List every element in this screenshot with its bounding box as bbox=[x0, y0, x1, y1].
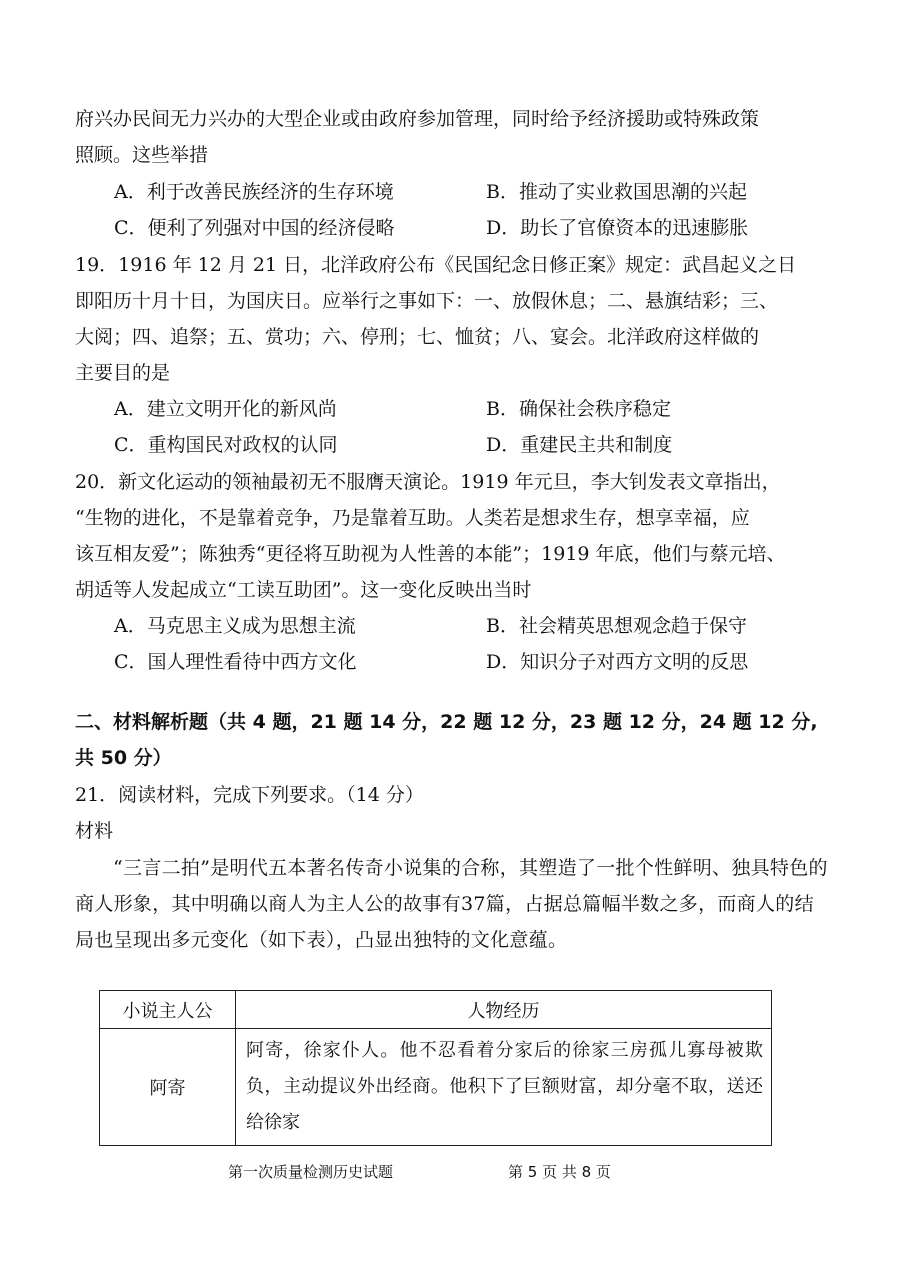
q20-option-c: C．国人理性看待中西方文化 bbox=[114, 651, 357, 673]
q20-option-b: B．社会精英思想观念趋于保守 bbox=[486, 615, 747, 637]
section-heading-line-2: 共 50 分） bbox=[75, 747, 172, 769]
table-header-experience: 人物经历 bbox=[236, 991, 772, 1029]
q18-option-d: D．助长了官僚资本的迅速膨胀 bbox=[486, 217, 749, 239]
table-row bbox=[100, 1029, 772, 1146]
q20-option-a: A．马克思主义成为思想主流 bbox=[114, 615, 356, 637]
q19-stem-line-1: 19．1916 年 12 月 21 日，北洋政府公布《民国纪念日修正案》规定：武昌起义之日 bbox=[75, 254, 797, 276]
q19-option-c: C．重构国民对政权的认同 bbox=[114, 434, 338, 456]
footer-exam-name: 第一次质量检测历史试题 bbox=[228, 1163, 394, 1181]
q21-prompt: 21．阅读材料，完成下列要求。（14 分） bbox=[75, 784, 424, 806]
q19-stem-line-2: 即阳历十月十日，为国庆日。应举行之事如下：一、放假休息；二、悬旗结彩；三、 bbox=[75, 290, 779, 312]
q20-option-d: D．知识分子对西方文明的反思 bbox=[486, 651, 749, 673]
q19-stem-line-3: 大阅；四、追祭；五、赏功；六、停刑；七、恤贫；八、宴会。北洋政府这样做的 bbox=[75, 326, 760, 348]
q20-stem-line-3: 该互相友爱”；陈独秀“更径将互助视为人性善的本能”；1919 年底，他们与蔡元培、 bbox=[75, 543, 786, 565]
material-title: 材料 bbox=[75, 820, 114, 842]
footer-page-info: 第 5 页 共 8 页 bbox=[508, 1163, 611, 1181]
merchant-story-table bbox=[99, 990, 772, 1146]
q18-option-a: A．利于改善民族经济的生存环境 bbox=[114, 181, 394, 203]
q19-option-b: B．确保社会秩序稳定 bbox=[486, 398, 671, 420]
q18-option-b: B．推动了实业救国思潮的兴起 bbox=[486, 181, 747, 203]
q19-stem-line-4: 主要目的是 bbox=[75, 362, 171, 384]
table-cell-protagonist: 阿寄 bbox=[100, 1029, 236, 1146]
table-cell-experience: 阿寄，徐家仆人。他不忍看着分家后的徐家三房孤儿寡母被欺负，主动提议外出经商。他积下了巨额财富，却分毫不取，送还给徐家 bbox=[236, 1029, 772, 1146]
q20-stem-line-1: 20．新文化运动的领袖最初无不服膺天演论。1919 年元旦，李大钊发表文章指出， bbox=[75, 471, 781, 493]
q18-stem-line-2: 照顾。这些举措 bbox=[75, 144, 209, 166]
q19-option-a: A．建立文明开化的新风尚 bbox=[114, 398, 337, 420]
table-header-protagonist: 小说主人公 bbox=[100, 991, 236, 1029]
q20-stem-line-4: 胡适等人发起成立“工读互助团”。这一变化反映出当时 bbox=[75, 579, 532, 601]
q20-stem-line-2: “生物的进化，不是靠着竞争，乃是靠着互助。人类若是想求生存，想享幸福，应 bbox=[75, 507, 750, 529]
table-header-row bbox=[100, 991, 772, 1029]
material-paragraph: “三言二拍”是明代五本著名传奇小说集的合称，其塑造了一批个性鲜明、独具特色的商人形象，其中明确以商人为主人公的故事有37篇，占据总篇幅半数之多，而商人的结局也呈现出多元变化（如下表），凸显出独特的文化意蕴。 bbox=[75, 857, 828, 951]
section-heading-line-1: 二、材料解析题（共 4 题，21 题 14 分，22 题 12 分，23 题 12 分，24 题 12 分, bbox=[75, 711, 818, 733]
q18-stem-line-1: 府兴办民间无力兴办的大型企业或由政府参加管理，同时给予经济援助或特殊政策 bbox=[75, 108, 760, 130]
q18-option-c: C．便利了列强对中国的经济侵略 bbox=[114, 217, 395, 239]
q19-option-d: D．重建民主共和制度 bbox=[486, 434, 673, 456]
